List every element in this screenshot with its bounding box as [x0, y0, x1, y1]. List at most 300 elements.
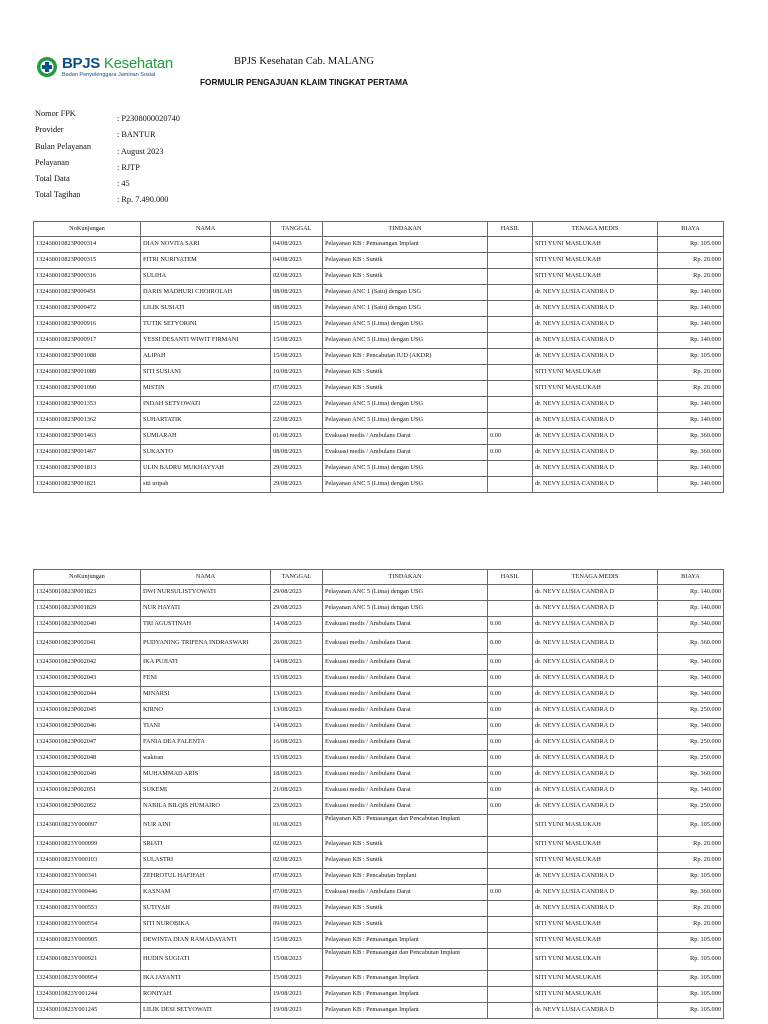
cell-tindakan: Pelayanan ANC 5 (Lima) dengan USG	[323, 585, 488, 601]
cell-nokunjungan: 132430010823P002052	[34, 799, 141, 815]
cell-tanggal: 15/08/2023	[271, 333, 323, 349]
cell-tenaga-medis: dr. NEVY LUSIA CANDRA D	[533, 301, 658, 317]
cell-nama: ZEHROTUL HAFIFAH	[141, 869, 271, 885]
cell-nokunjungan: 132430010823Y001245	[34, 1003, 141, 1019]
form-title: FORMULIR PENGAJUAN KLAIM TINGKAT PERTAMA	[199, 77, 409, 87]
cell-tenaga-medis: dr. NEVY LUSIA CANDRA D	[533, 333, 658, 349]
cell-hasil	[488, 365, 533, 381]
cell-nama: NUR HAYATI	[141, 601, 271, 617]
cell-tindakan: Pelayanan ANC 5 (Lima) dengan USG	[323, 601, 488, 617]
table-row	[34, 365, 724, 381]
cell-nokunjungan: 132430010823Y000099	[34, 837, 141, 853]
cell-nokunjungan: 132430010823Y000103	[34, 853, 141, 869]
cell-hasil: 0.00	[488, 799, 533, 815]
cell-tanggal: 08/08/2023	[271, 301, 323, 317]
cell-tanggal: 15/08/2023	[271, 671, 323, 687]
table-row	[34, 885, 724, 901]
cell-hasil: 0.00	[488, 429, 533, 445]
cell-tindakan: Pelayanan KB : Pemasangan dan Pencabutan Implant	[323, 949, 488, 971]
cell-biaya: Rp. 140.000	[658, 317, 724, 333]
table-row	[34, 719, 724, 735]
cell-nama: KASNAM	[141, 885, 271, 901]
cell-biaya: Rp. 340.000	[658, 783, 724, 799]
cell-tenaga-medis: dr. NEVY LUSIA CANDRA D	[533, 687, 658, 703]
cell-biaya: Rp. 340.000	[658, 617, 724, 633]
table-row	[34, 751, 724, 767]
cell-tanggal: 09/08/2023	[271, 901, 323, 917]
cell-tanggal: 02/08/2023	[271, 853, 323, 869]
cell-nokunjungan: 132430010823P002043	[34, 671, 141, 687]
column-header-tanggal: TANGGAL	[271, 570, 323, 585]
cell-nama: DWI NURSULISTYOWATI	[141, 585, 271, 601]
table-row	[34, 799, 724, 815]
cell-hasil: 0.00	[488, 751, 533, 767]
cell-hasil	[488, 381, 533, 397]
table-row	[34, 869, 724, 885]
cell-tanggal: 21/08/2023	[271, 783, 323, 799]
cell-tindakan: Evakuasi medis / Ambulans Darat	[323, 767, 488, 783]
cell-biaya: Rp. 140.000	[658, 333, 724, 349]
cell-tindakan: Pelayanan KB : Suntik	[323, 381, 488, 397]
table-row	[34, 687, 724, 703]
cell-tenaga-medis: dr. NEVY LUSIA CANDRA D	[533, 655, 658, 671]
cell-tenaga-medis: SITI YUNI MASLUKAH	[533, 933, 658, 949]
cell-nama: DARIS MADHURI CHOIROLAH	[141, 285, 271, 301]
column-header-nama: NAMA	[141, 222, 271, 237]
cell-nokunjungan: 132430010823P002051	[34, 783, 141, 799]
cell-tenaga-medis: dr. NEVY LUSIA CANDRA D	[533, 285, 658, 301]
table-row	[34, 971, 724, 987]
cell-biaya: Rp. 360.000	[658, 445, 724, 461]
cell-nokunjungan: 132430010823P001089	[34, 365, 141, 381]
cell-biaya: Rp. 20.000	[658, 917, 724, 933]
table-row	[34, 617, 724, 633]
table-header-row	[34, 570, 724, 585]
cell-nokunjungan: 132430010823P000917	[34, 333, 141, 349]
cell-hasil: 0.00	[488, 617, 533, 633]
cell-tindakan: Pelayanan KB : Pemasangan Implant	[323, 237, 488, 253]
cell-biaya: Rp. 20.000	[658, 853, 724, 869]
cell-nama: IKA PUJIATI	[141, 655, 271, 671]
cell-tindakan: Pelayanan KB : Suntik	[323, 269, 488, 285]
cell-biaya: Rp. 340.000	[658, 655, 724, 671]
cell-tindakan: Evakuasi medis / Ambulans Darat	[323, 751, 488, 767]
cell-tanggal: 19/08/2023	[271, 1003, 323, 1019]
cell-tanggal: 10/08/2023	[271, 365, 323, 381]
table-header-row	[34, 222, 724, 237]
document-title: BPJS Kesehatan Cab. MALANG	[234, 56, 374, 67]
table-row	[34, 949, 724, 971]
cell-hasil	[488, 317, 533, 333]
cell-tindakan: Evakuasi medis / Ambulans Darat	[323, 617, 488, 633]
cell-tenaga-medis: dr. NEVY LUSIA CANDRA D	[533, 1003, 658, 1019]
column-header-tindakan: TINDAKAN	[323, 570, 488, 585]
cell-biaya: Rp. 140.000	[658, 461, 724, 477]
cell-biaya: Rp. 250.000	[658, 703, 724, 719]
column-header-nokunjungan: NoKunjungan	[34, 570, 141, 585]
table-row	[34, 317, 724, 333]
cell-nama: FITRI NURIYATEM	[141, 253, 271, 269]
cell-tanggal: 02/08/2023	[271, 837, 323, 853]
info-value: : 45	[117, 179, 130, 189]
info-label: Total Tagihan	[35, 190, 81, 200]
info-label: Nomor FPK	[35, 109, 76, 118]
cell-biaya: Rp. 20.000	[658, 901, 724, 917]
cell-biaya: Rp. 20.000	[658, 837, 724, 853]
cell-nokunjungan: 132430010823P001813	[34, 461, 141, 477]
cell-nama: SRIATI	[141, 837, 271, 853]
cell-nokunjungan: 132430010823P001829	[34, 601, 141, 617]
info-value: : RJTP	[117, 162, 140, 172]
cell-nama: SITI NUROBIKA	[141, 917, 271, 933]
cell-biaya: Rp. 105.000	[658, 987, 724, 1003]
cell-tenaga-medis: dr. NEVY LUSIA CANDRA D	[533, 477, 658, 493]
cell-tenaga-medis: dr. NEVY LUSIA CANDRA D	[533, 445, 658, 461]
cell-tindakan: Pelayanan ANC 5 (Lima) dengan USG	[323, 397, 488, 413]
cell-tanggal: 07/08/2023	[271, 885, 323, 901]
cell-tindakan: Evakuasi medis / Ambulans Darat	[323, 671, 488, 687]
info-value: : August 2023	[117, 146, 164, 156]
cell-tenaga-medis: dr. NEVY LUSIA CANDRA D	[533, 461, 658, 477]
table-row	[34, 269, 724, 285]
cell-hasil: 0.00	[488, 655, 533, 671]
logo-brand-bpjs: BPJS	[62, 55, 100, 72]
cell-hasil	[488, 933, 533, 949]
claims-table-2-body	[34, 585, 724, 1019]
cell-tanggal: 09/08/2023	[271, 917, 323, 933]
cell-tanggal: 13/08/2023	[271, 703, 323, 719]
cell-nokunjungan: 132430010823Y000954	[34, 971, 141, 987]
cell-nama: SUHARTATIK	[141, 413, 271, 429]
cell-nokunjungan: 132430010823P001463	[34, 429, 141, 445]
cell-biaya: Rp. 340.000	[658, 719, 724, 735]
cell-tenaga-medis: SITI YUNI MASLUKAH	[533, 837, 658, 853]
cell-hasil: 0.00	[488, 703, 533, 719]
cell-tindakan: Pelayanan KB : Suntik	[323, 837, 488, 853]
cell-tenaga-medis: SITI YUNI MASLUKAH	[533, 949, 658, 971]
table-row	[34, 477, 724, 493]
cell-tindakan: Pelayanan ANC 5 (Lima) dengan USG	[323, 413, 488, 429]
table-row	[34, 655, 724, 671]
cell-hasil	[488, 1003, 533, 1019]
cell-tindakan: Pelayanan KB : Suntik	[323, 917, 488, 933]
cell-hasil: 0.00	[488, 767, 533, 783]
table-row	[34, 1003, 724, 1019]
cell-hasil	[488, 901, 533, 917]
cell-biaya: Rp. 105.000	[658, 815, 724, 837]
cell-biaya: Rp. 20.000	[658, 381, 724, 397]
column-header-biaya: BIAYA	[658, 222, 724, 237]
cell-hasil	[488, 971, 533, 987]
cell-nokunjungan: 132430010823P002044	[34, 687, 141, 703]
table-row	[34, 783, 724, 799]
cell-tenaga-medis: dr. NEVY LUSIA CANDRA D	[533, 317, 658, 333]
cell-hasil: 0.00	[488, 783, 533, 799]
cell-tanggal: 29/08/2023	[271, 601, 323, 617]
cell-hasil: 0.00	[488, 735, 533, 751]
cell-nama: NUR AINI	[141, 815, 271, 837]
cell-tanggal: 20/08/2023	[271, 633, 323, 655]
cell-nama: ULIN BADRU MUKHAYYAH	[141, 461, 271, 477]
cell-nama: LILIK DESI SETYOWATI	[141, 1003, 271, 1019]
cell-nama: SITI SUSIANI	[141, 365, 271, 381]
cell-biaya: Rp. 20.000	[658, 253, 724, 269]
cell-biaya: Rp. 105.000	[658, 949, 724, 971]
cell-tenaga-medis: SITI YUNI MASLUKAH	[533, 253, 658, 269]
cell-tindakan: Evakuasi medis / Ambulans Darat	[323, 687, 488, 703]
column-header-nama: NAMA	[141, 570, 271, 585]
table-row	[34, 585, 724, 601]
cell-nokunjungan: 132430010823P001088	[34, 349, 141, 365]
cell-tanggal: 23/08/2023	[271, 799, 323, 815]
info-value: : Rp. 7.490.000	[117, 195, 169, 205]
cell-tenaga-medis: dr. NEVY LUSIA CANDRA D	[533, 751, 658, 767]
logo-tagline: Badan Penyelenggara Jaminan Sosial	[62, 72, 156, 78]
cell-hasil: 0.00	[488, 719, 533, 735]
cell-hasil: 0.00	[488, 445, 533, 461]
cell-nama: FANIA DEA FALENTA	[141, 735, 271, 751]
cell-tenaga-medis: dr. NEVY LUSIA CANDRA D	[533, 617, 658, 633]
cell-nokunjungan: 132430010823P001467	[34, 445, 141, 461]
cell-biaya: Rp. 250.000	[658, 735, 724, 751]
cell-nokunjungan: 132430010823Y000446	[34, 885, 141, 901]
cell-biaya: Rp. 105.000	[658, 869, 724, 885]
cell-tindakan: Pelayanan KB : Suntik	[323, 853, 488, 869]
cell-tanggal: 29/08/2023	[271, 585, 323, 601]
cell-tanggal: 15/08/2023	[271, 349, 323, 365]
cell-nokunjungan: 132430010823P000451	[34, 285, 141, 301]
cell-biaya: Rp. 360.000	[658, 885, 724, 901]
cell-tindakan: Pelayanan ANC 5 (Lima) dengan USG	[323, 477, 488, 493]
cell-tenaga-medis: dr. NEVY LUSIA CANDRA D	[533, 783, 658, 799]
table-row	[34, 237, 724, 253]
cell-tanggal: 01/08/2023	[271, 429, 323, 445]
cell-tenaga-medis: dr. NEVY LUSIA CANDRA D	[533, 799, 658, 815]
cell-hasil	[488, 397, 533, 413]
column-header-tenaga-medis: TENAGA MEDIS	[533, 570, 658, 585]
table-row	[34, 301, 724, 317]
cell-nama: PUDYANING TRIFENA INDRASWARI	[141, 633, 271, 655]
cell-biaya: Rp. 105.000	[658, 237, 724, 253]
column-header-biaya: BIAYA	[658, 570, 724, 585]
column-header-tindakan: TINDAKAN	[323, 222, 488, 237]
cell-tenaga-medis: SITI YUNI MASLUKAH	[533, 381, 658, 397]
table-row	[34, 987, 724, 1003]
cell-nama: IKA JAYANTI	[141, 971, 271, 987]
cell-hasil: 0.00	[488, 885, 533, 901]
cell-hasil	[488, 349, 533, 365]
cell-tindakan: Pelayanan KB : Suntik	[323, 901, 488, 917]
cell-nama: HUDIN SUGIATI	[141, 949, 271, 971]
cell-tenaga-medis: dr. NEVY LUSIA CANDRA D	[533, 767, 658, 783]
table-row	[34, 837, 724, 853]
cell-hasil	[488, 853, 533, 869]
info-value: : P2308000020740	[117, 114, 180, 123]
cell-tindakan: Evakuasi medis / Ambulans Darat	[323, 719, 488, 735]
cell-hasil	[488, 253, 533, 269]
cell-hasil	[488, 949, 533, 971]
cell-tanggal: 08/08/2023	[271, 285, 323, 301]
cell-nokunjungan: 132430010823P001823	[34, 585, 141, 601]
cell-tindakan: Evakuasi medis / Ambulans Darat	[323, 783, 488, 799]
table-row	[34, 735, 724, 751]
cell-hasil	[488, 837, 533, 853]
table-row	[34, 445, 724, 461]
cell-tenaga-medis: SITI YUNI MASLUKAH	[533, 269, 658, 285]
cell-biaya: Rp. 105.000	[658, 933, 724, 949]
cell-tanggal: 08/08/2023	[271, 445, 323, 461]
cell-hasil	[488, 237, 533, 253]
cell-nama: RONIYAH	[141, 987, 271, 1003]
cell-tindakan: Pelayanan KB : Pemasangan dan Pencabutan Implant	[323, 815, 488, 837]
cell-nokunjungan: 132430010823P002048	[34, 751, 141, 767]
cell-tanggal: 15/08/2023	[271, 949, 323, 971]
cell-tenaga-medis: dr. NEVY LUSIA CANDRA D	[533, 397, 658, 413]
cell-nokunjungan: 132430010823P001353	[34, 397, 141, 413]
cell-tindakan: Evakuasi medis / Ambulans Darat	[323, 735, 488, 751]
table-row	[34, 461, 724, 477]
cell-tanggal: 14/08/2023	[271, 617, 323, 633]
cell-nokunjungan: 132430010823P002049	[34, 767, 141, 783]
cell-biaya: Rp. 20.000	[658, 269, 724, 285]
column-header-hasil: HASIL	[488, 222, 533, 237]
cell-nama: SUMIARAH	[141, 429, 271, 445]
cell-tenaga-medis: dr. NEVY LUSIA CANDRA D	[533, 885, 658, 901]
cell-tenaga-medis: dr. NEVY LUSIA CANDRA D	[533, 601, 658, 617]
cell-tanggal: 13/08/2023	[271, 687, 323, 703]
cell-biaya: Rp. 20.000	[658, 365, 724, 381]
info-value: : BANTUR	[117, 130, 156, 140]
cell-biaya: Rp. 105.000	[658, 971, 724, 987]
cell-nokunjungan: 132430010823P002045	[34, 703, 141, 719]
cell-hasil	[488, 815, 533, 837]
cell-biaya: Rp. 140.000	[658, 413, 724, 429]
cell-tindakan: Pelayanan KB : Suntik	[323, 253, 488, 269]
cell-tindakan: Pelayanan KB : Pemasangan Implant	[323, 933, 488, 949]
cell-biaya: Rp. 250.000	[658, 751, 724, 767]
cell-biaya: Rp. 140.000	[658, 285, 724, 301]
cell-nama: KIRNO	[141, 703, 271, 719]
cell-nokunjungan: 132430010823Y000905	[34, 933, 141, 949]
cell-tenaga-medis: dr. NEVY LUSIA CANDRA D	[533, 429, 658, 445]
table-row	[34, 671, 724, 687]
cell-tindakan: Pelayanan ANC 5 (Lima) dengan USG	[323, 333, 488, 349]
cell-nokunjungan: 132430010823P000916	[34, 317, 141, 333]
cell-hasil	[488, 269, 533, 285]
table-row	[34, 633, 724, 655]
cell-nama: TIANI	[141, 719, 271, 735]
cell-nokunjungan: 132430010823P000315	[34, 253, 141, 269]
cell-biaya: Rp. 105.000	[658, 349, 724, 365]
table-row	[34, 933, 724, 949]
cell-nama: siti uripah	[141, 477, 271, 493]
cell-tanggal: 29/08/2023	[271, 477, 323, 493]
cell-nokunjungan: 132430010823P000316	[34, 269, 141, 285]
cell-biaya: Rp. 360.000	[658, 767, 724, 783]
cell-nama: TUTIK SETYORINI	[141, 317, 271, 333]
table-row	[34, 333, 724, 349]
cell-nokunjungan: 132430010823P002042	[34, 655, 141, 671]
table-row	[34, 815, 724, 837]
cell-nama: YESSI DESANTI WIWIT FIRMANI	[141, 333, 271, 349]
cell-tanggal: 15/08/2023	[271, 317, 323, 333]
cell-biaya: Rp. 360.000	[658, 633, 724, 655]
cell-biaya: Rp. 340.000	[658, 687, 724, 703]
cell-tanggal: 22/08/2023	[271, 397, 323, 413]
cell-hasil	[488, 477, 533, 493]
table-row	[34, 253, 724, 269]
cell-tenaga-medis: dr. NEVY LUSIA CANDRA D	[533, 585, 658, 601]
cell-tindakan: Pelayanan ANC 5 (Lima) dengan USG	[323, 461, 488, 477]
cell-biaya: Rp. 250.000	[658, 799, 724, 815]
cell-hasil	[488, 333, 533, 349]
cell-nama: MINARSI	[141, 687, 271, 703]
cell-tenaga-medis: dr. NEVY LUSIA CANDRA D	[533, 349, 658, 365]
cell-tindakan: Evakuasi medis / Ambulans Darat	[323, 703, 488, 719]
cell-tindakan: Pelayanan KB : Pencabutan Implant	[323, 869, 488, 885]
cell-hasil: 0.00	[488, 671, 533, 687]
table-row	[34, 767, 724, 783]
cell-tenaga-medis: SITI YUNI MASLUKAH	[533, 987, 658, 1003]
cell-hasil: 0.00	[488, 633, 533, 655]
cell-tindakan: Evakuasi medis / Ambulans Darat	[323, 799, 488, 815]
cell-hasil	[488, 585, 533, 601]
cell-nokunjungan: 132430010823P000314	[34, 237, 141, 253]
cell-tenaga-medis: dr. NEVY LUSIA CANDRA D	[533, 633, 658, 655]
cell-nama: MUHAMMAD ARIS	[141, 767, 271, 783]
cell-nama: SULIHA	[141, 269, 271, 285]
cell-hasil	[488, 285, 533, 301]
cell-tenaga-medis: dr. NEVY LUSIA CANDRA D	[533, 671, 658, 687]
cell-nokunjungan: 132430010823P001090	[34, 381, 141, 397]
cell-tenaga-medis: SITI YUNI MASLUKAH	[533, 237, 658, 253]
cell-tanggal: 15/08/2023	[271, 933, 323, 949]
claims-table-1	[33, 221, 724, 493]
cell-nama: wakiran	[141, 751, 271, 767]
cell-nokunjungan: 132430010823Y000553	[34, 901, 141, 917]
table-row	[34, 285, 724, 301]
cell-nokunjungan: 132430010823Y000341	[34, 869, 141, 885]
cell-tenaga-medis: SITI YUNI MASLUKAH	[533, 853, 658, 869]
cell-biaya: Rp. 140.000	[658, 585, 724, 601]
cell-tenaga-medis: SITI YUNI MASLUKAH	[533, 365, 658, 381]
claims-table-2	[33, 569, 724, 1019]
cell-tenaga-medis: dr. NEVY LUSIA CANDRA D	[533, 901, 658, 917]
cell-tindakan: Evakuasi medis / Ambulans Darat	[323, 429, 488, 445]
cell-tenaga-medis: dr. NEVY LUSIA CANDRA D	[533, 719, 658, 735]
cell-tindakan: Pelayanan ANC 1 (Satu) dengan USG	[323, 285, 488, 301]
cell-nokunjungan: 132430010823P001362	[34, 413, 141, 429]
cell-tanggal: 02/08/2023	[271, 269, 323, 285]
cell-tindakan: Evakuasi medis / Ambulans Darat	[323, 885, 488, 901]
column-header-tanggal: TANGGAL	[271, 222, 323, 237]
cell-biaya: Rp. 340.000	[658, 671, 724, 687]
cell-hasil	[488, 869, 533, 885]
cell-tenaga-medis: SITI YUNI MASLUKAH	[533, 815, 658, 837]
cell-tanggal: 07/08/2023	[271, 381, 323, 397]
cell-nokunjungan: 132430010823P002041	[34, 633, 141, 655]
cell-nama: ALIPAH	[141, 349, 271, 365]
cell-nama: SUKANTO	[141, 445, 271, 461]
table-row	[34, 397, 724, 413]
cell-tindakan: Evakuasi medis / Ambulans Darat	[323, 655, 488, 671]
info-label: Total Data	[35, 174, 70, 184]
logo-brand-kesehatan: Kesehatan	[103, 55, 173, 72]
cell-nama: LILIK SUSIATI	[141, 301, 271, 317]
table-row	[34, 703, 724, 719]
cell-tanggal: 15/08/2023	[271, 751, 323, 767]
cell-tindakan: Pelayanan ANC 5 (Lima) dengan USG	[323, 317, 488, 333]
